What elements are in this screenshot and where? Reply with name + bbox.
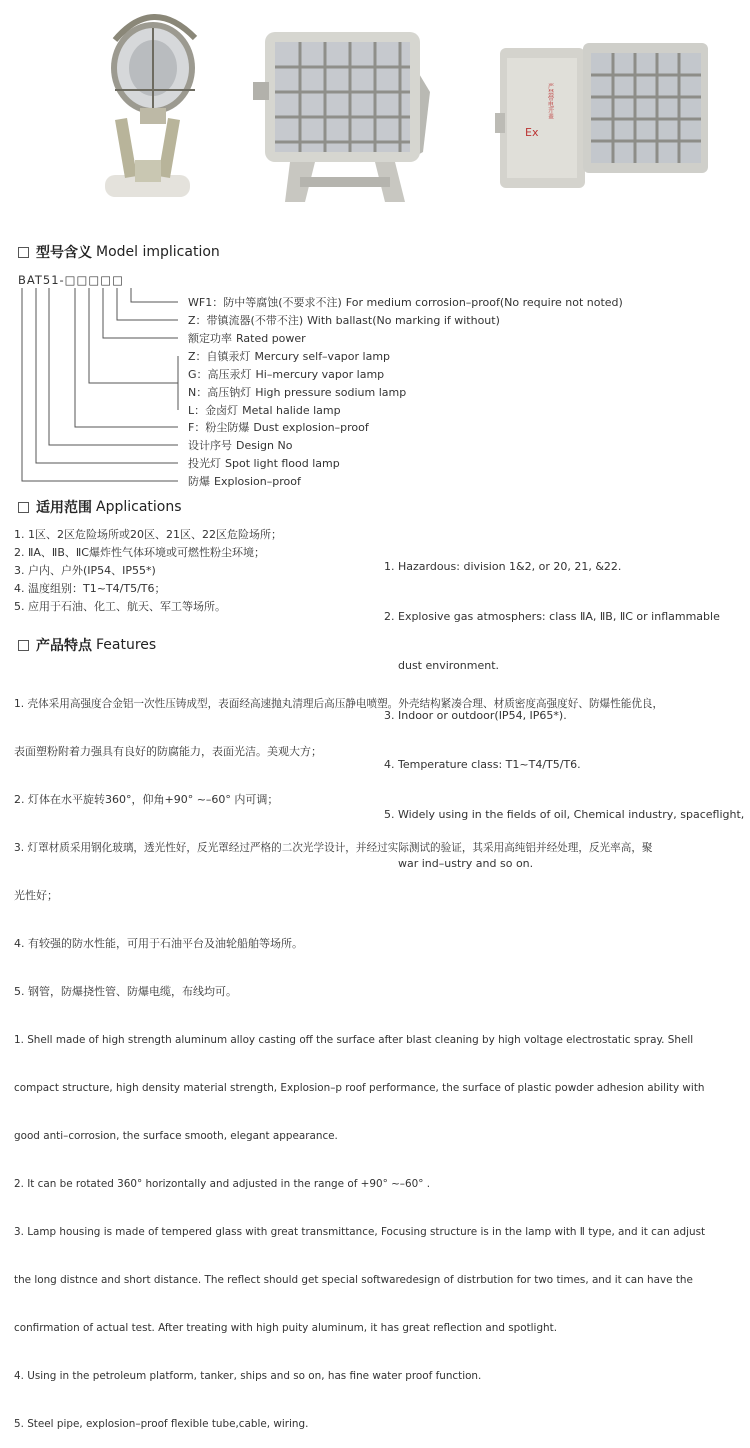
model-row-mercury-self: Z：自镇汞灯 Mercury self–vapor lamp [188, 350, 391, 363]
section-square-icon [18, 502, 29, 513]
list-item: 4. 温度组别：T1~T4/T5/T6； [14, 582, 166, 595]
model-row-dust: F：粉尘防爆 Dust explosion–proof [188, 421, 369, 434]
section-features [18, 635, 156, 655]
feature-line: compact structure, high density material strength, Explosion–p roof performance, the surface of plastic powder adhesion ability with [14, 1082, 705, 1094]
section-square-icon [18, 640, 29, 651]
list-item: 1. 1区、2区危险场所或20区、21区、22区危险场所； [14, 528, 282, 541]
ex-mark: Ex [525, 126, 539, 139]
section-title-en: Model implication [96, 244, 220, 260]
applications-list-cn [14, 526, 282, 616]
features-list [14, 664, 736, 1448]
model-code: BAT51-□□□□□ [18, 273, 124, 287]
list-item: 3. 户内、户外(IP54、IP55*) [14, 564, 156, 577]
section-applications [18, 497, 182, 517]
list-item: 5. Widely using in the fields of oil, Chemical industry, spaceflight, [384, 807, 745, 821]
feature-line: 5. 钢管，防爆挠性管、防爆电缆，布线均可。 [14, 985, 237, 998]
model-row-rated-power: 额定功率 Rated power [188, 332, 306, 345]
list-item: 3. Indoor or outdoor(IP54, IP65*). [384, 708, 567, 722]
feature-line: 光性好； [14, 889, 58, 902]
list-item: 1. Hazardous: division 1&2, or 20, 21, &22. [384, 560, 622, 573]
list-item: war ind–ustry and so on. [384, 857, 534, 870]
feature-line: confirmation of actual test. After treating with high puity aluminum, it has great reflection and spotlight. [14, 1322, 558, 1334]
section-title-cn: 型号含义 [36, 245, 92, 261]
model-row-spot-light: 投光灯 Spot light flood lamp [188, 457, 340, 470]
model-row-sodium: N：高压钠灯 High pressure sodium lamp [188, 386, 407, 399]
list-item: 2. ⅡA、ⅡB、ⅡC爆炸性气体环境或可燃性粉尘环境； [14, 546, 265, 559]
section-title-cn: 产品特点 [36, 638, 92, 654]
section-title-en: Features [96, 637, 157, 653]
model-row-metal-halide: L：金卤灯 Metal halide lamp [188, 404, 341, 417]
feature-line: 3. Lamp housing is made of tempered glass with great transmittance, Focusing structure is in the lamp with Ⅱ type, and it can adjust [14, 1226, 706, 1238]
model-row-wf1: WF1：防中等腐蚀(不要求不注) For medium corrosion–proof(No require not noted) [188, 296, 623, 309]
list-item: 2. Explosive gas atmosphers: class ⅡA, ⅡB, ⅡC or inflammable [384, 609, 720, 623]
feature-line: 1. Shell made of high strength aluminum alloy casting off the surface after blast cleaning by high voltage electrostatic spray. Shell [14, 1034, 694, 1046]
feature-line: 4. 有较强的防水性能，可用于石油平台及油轮船舶等场所。 [14, 937, 303, 950]
model-row-hi-mercury: G：高压汞灯 Hi–mercury vapor lamp [188, 368, 385, 381]
model-row-ballast: Z：带镇流器(不带不注) With ballast(No marking if without) [188, 314, 500, 327]
feature-line: 2. It can be rotated 360° horizontally and adjusted in the range of +90° ~–60° . [14, 1178, 431, 1190]
feature-line: the long distnce and short distance. The reflect should get special softwaredesign of distrbution for two times, and it can have the [14, 1274, 693, 1286]
feature-line: 5. Steel pipe, explosion–proof flexible tube,cable, wiring. [14, 1418, 309, 1430]
feature-line: 表面塑粉附着力强具有良好的防腐能力，表面光洁。美观大方； [14, 745, 322, 758]
feature-line: 4. Using in the petroleum platform, tanker, ships and so on, has fine water proof function. [14, 1370, 482, 1382]
feature-line: 1. 壳体采用高强度合金铝一次性压铸成型，表面经高速抛丸清理后高压静电喷塑。外壳结构紧凑合理、材质密度高强度好、防爆性能优良， [14, 698, 664, 710]
list-item: 5. 应用于石油、化工、航天、军工等场所。 [14, 600, 226, 613]
model-row-design-no: 设计序号 Design No [188, 439, 293, 452]
section-title-en: Applications [96, 499, 182, 515]
feature-line: good anti–corrosion, the surface smooth, elegant appearance. [14, 1130, 338, 1142]
list-item: 4. Temperature class: T1~T4/T5/T6. [384, 758, 581, 771]
warning-plate-text: 严禁带电开盖 [546, 83, 554, 119]
feature-line: 2. 灯体在水平旋转360°，仰角+90° ~–60° 内可调； [14, 793, 279, 806]
list-item: dust environment. [384, 659, 500, 672]
section-title-cn: 适用范围 [36, 500, 92, 516]
feature-line: 3. 灯罩材质采用钢化玻璃，透光性好，反光罩经过严格的二次光学设计，并经过实际测试的验证，其采用高纯铝并经处理，反光率高，聚 [14, 842, 653, 854]
model-row-explosion-proof: 防爆 Explosion–proof [188, 475, 301, 488]
